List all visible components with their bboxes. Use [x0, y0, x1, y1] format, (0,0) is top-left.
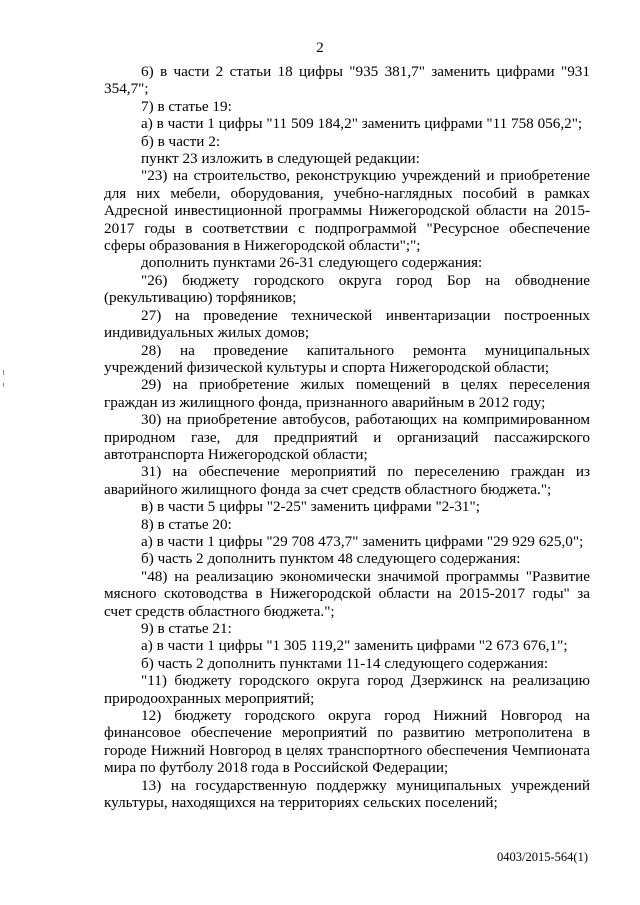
- paragraph: 9) в статье 21:: [141, 620, 232, 637]
- paragraph: б) в части 2:: [141, 132, 221, 150]
- paragraph: б) часть 2 дополнить пунктами 11-14 следующего содержания:: [141, 654, 549, 672]
- paragraph: а) в части 1 цифры "1 305 119,2" заменить цифрами "2 673 676,1";: [141, 637, 568, 655]
- paragraph: "48) на реализацию экономически значимой программы "Развитие мясного скотоводства в Нижегородской области на 2015-2017 годы" за счет средств областного бюджета.";: [104, 567, 590, 620]
- paragraph: "11) бюджету городского округа город Дзержинск на реализацию природоохранных мероприятий;: [104, 672, 590, 707]
- paragraph: дополнить пунктами 26-31 следующего содержания:: [141, 254, 483, 272]
- paragraph: 13) на государственную поддержку муниципальных учреждений культуры, находящихся на территориях сельских поселений;: [104, 776, 590, 812]
- paragraph: 7) в статье 19:: [141, 97, 232, 115]
- paragraph: 6) в части 2 статьи 18 цифры "935 381,7" заменить цифрами "931 354,7";: [104, 63, 590, 98]
- scan-mark: [3, 383, 4, 387]
- scan-mark: [3, 370, 4, 375]
- paragraph: "23) на строительство, реконструкцию учреждений и приобретение для них мебели, оборудования, учебно-наглядных пособий в рамках Адресной инвестиционной программы Нижегородской области на 2015-2017 годы в соответствии с подпрограммой "Ресурсное обеспечение сферы образования в Нижегородской области";";: [104, 167, 590, 255]
- paragraph: б) часть 2 дополнить пунктом 48 следующего содержания:: [141, 550, 521, 568]
- paragraph: 12) бюджету городского округа город Нижний Новгород на финансовое обеспечение мероприятий по развитию метрополитена в городе Нижний Новгород в целях транспортного обеспечения Чемпионата мира по футболу 2018 года в Российской Федерации;: [104, 707, 590, 777]
- paragraph: 31) на обеспечение мероприятий по переселению граждан из аварийного жилищного фонда за счет средств областного бюджета.";: [104, 463, 590, 498]
- paragraph: 30) на приобретение автобусов, работающих на компримированном природном газе, для предприятий и организаций пассажирского автотранспорта Нижегородской области;: [104, 411, 590, 463]
- paragraph: а) в части 1 цифры "11 509 184,2" заменить цифрами "11 758 056,2";: [141, 115, 583, 133]
- paragraph: в) в части 5 цифры "2-25" заменить цифрами "2-31";: [141, 498, 480, 516]
- paragraph: 28) на проведение капитального ремонта муниципальных учреждений физической культуры и спорта Нижегородской области;: [104, 341, 590, 376]
- paragraph: 8) в статье 20:: [141, 515, 232, 533]
- document-code: 0403/2015-564(1): [497, 850, 588, 864]
- paragraph: "26) бюджету городского округа город Бор на обводнение (рекультивацию) торфяников;: [104, 271, 590, 307]
- paragraph: пункт 23 изложить в следующей редакции:: [141, 150, 420, 168]
- page-number: 2: [316, 40, 324, 56]
- paragraph: 29) на приобретение жилых помещений в целях переселения граждан из жилищного фонда, признанного аварийным в 2012 году;: [104, 376, 590, 411]
- paragraph: а) в части 1 цифры "29 708 473,7" заменить цифрами "29 929 625,0";: [141, 532, 584, 550]
- document-body: [104, 63, 590, 811]
- paragraph: 27) на проведение технической инвентаризации построенных индивидуальных жилых домов;: [104, 306, 590, 342]
